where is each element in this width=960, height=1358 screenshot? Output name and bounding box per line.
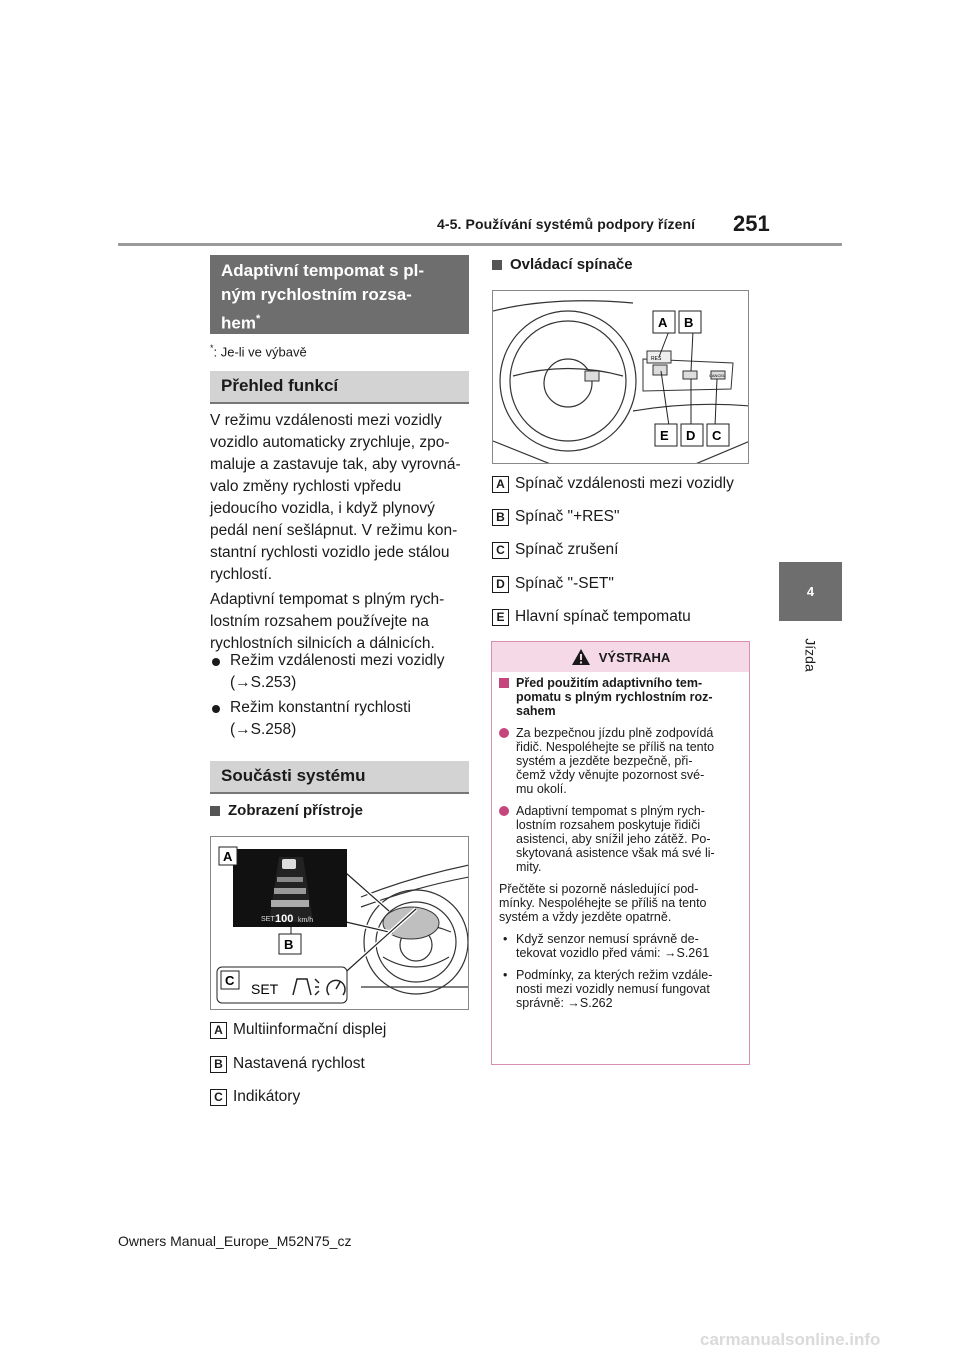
warning-heading: Před použitím adaptivního tem- pomatu s plným rychlostním roz- sahem [499, 676, 742, 718]
switches-illustration [493, 291, 749, 464]
warning-item-2: Adaptivní tempomat s plným rych- lostním rozsahem poskytuje řidiči asistenci, aby snížil jeho zátěž. Po- skytovaná asistence však má své li- mity. [499, 804, 742, 874]
res-button-label: RES [651, 356, 662, 362]
bullet-dot [212, 705, 220, 713]
display-unit: km/h [298, 917, 314, 924]
cancel-button-label: CANCEL [709, 373, 726, 378]
switch-legend-a: A Spínač vzdálenosti mezi vozidly [492, 475, 734, 493]
figure-instrument-display [210, 836, 469, 1010]
warning-title: VÝSTRAHA [598, 649, 671, 665]
bullet-dot [212, 658, 220, 666]
display-speed: 100 [275, 913, 294, 925]
main-heading: Adaptivní tempomat s pl- ným rychlostním rozsa- hem* [210, 255, 469, 334]
indicator-set: SET [251, 981, 279, 997]
page-number: 251 [733, 211, 770, 236]
switch-label-b: B [684, 315, 694, 330]
switch-legend-c: C Spínač zrušení [492, 541, 618, 559]
warning-triangle-icon [571, 648, 591, 666]
square-icon [492, 260, 502, 270]
legend-item-a: A Multiinformační displej [210, 1021, 386, 1039]
dot-icon [499, 806, 509, 816]
switch-label-e: E [660, 428, 669, 443]
square-icon [499, 678, 509, 688]
switches-heading: Ovládací spínače [492, 256, 633, 273]
figure-control-switches [492, 290, 749, 464]
section-title: 4-5. Používání systémů podpory řízení [437, 216, 696, 232]
display-heading: Zobrazení přístroje [210, 802, 363, 819]
usage-paragraph: Adaptivní tempomat s plným rych- lostním rozsahem používejte na rychlostních silnicích a dálnicích. [210, 591, 445, 652]
display-set-text: SET [261, 916, 275, 923]
header-rule [118, 243, 842, 246]
components-heading: Součásti systému [210, 761, 469, 794]
overview-heading: Přehled funkcí [210, 371, 469, 404]
warning-box [491, 641, 750, 1065]
warning-bullet-1[interactable]: • Když senzor nemusí správně de- tekovat vozidlo před vámi: →S.261 [503, 932, 710, 960]
chapter-tab[interactable] [779, 562, 842, 621]
watermark: carmanualsonline.info [700, 1330, 881, 1349]
switch-label-a: A [658, 315, 668, 330]
switch-legend-d: D Spínač "-SET" [492, 575, 614, 593]
legend-item-b: B Nastavená rychlost [210, 1055, 365, 1073]
square-icon [210, 806, 220, 816]
instrument-illustration [211, 837, 469, 1010]
warning-paragraph: Přečtěte si pozorně následující pod- mínky. Nespoléhejte se příliš na tento systém a vždy jezděte opatrně. [499, 882, 707, 924]
switch-label-d: D [686, 428, 696, 443]
footnote: *: Je-li ve výbavě [210, 343, 307, 360]
legend-item-c: C Indikátory [210, 1088, 300, 1106]
switch-legend-e: E Hlavní spínač tempomatu [492, 608, 691, 626]
mode-bullet-constant[interactable]: Režim konstantní rychlosti (→S.258) [212, 697, 472, 741]
warning-item-1: Za bezpečnou jízdu plně zodpovídá řidič. Nespoléhejte se příliš na tento systém a jezděte bezpečně, při- čemž vždy věnujte pozornost své- mu okolí. [499, 726, 742, 796]
switch-legend-b: B Spínač "+RES" [492, 508, 620, 526]
label-a: A [223, 849, 233, 864]
label-b: B [284, 937, 294, 952]
switch-label-c: C [712, 428, 722, 443]
warning-header [492, 642, 749, 672]
mode-bullet-distance[interactable]: Režim vzdálenosti mezi vozidly (→S.253) [212, 650, 472, 694]
dot-icon [499, 728, 509, 738]
label-c: C [225, 973, 235, 988]
overview-paragraph: V režimu vzdálenosti mezi vozidly vozidlo automaticky zrychluje, zpo- maluje a zastavuje tak, aby vyrovná- valo změny rychlosti vpředu jedoucího vozidla, i když plynový pedál není sešlápnut. V režimu kon- stantní rychlosti vozidlo jede stálou rychlostí. [210, 412, 461, 583]
page-link: (→S.253) [230, 674, 297, 691]
warning-bullet-2[interactable]: • Podmínky, za kterých režim vzdále- nosti mezi vozidly nemusí fungovat správně: →S.262 [503, 968, 713, 1010]
footer-text: Owners Manual_Europe_M52N75_cz [118, 1233, 352, 1249]
chapter-label: Jízda [803, 638, 819, 672]
page-link: (→S.258) [230, 721, 297, 738]
chapter-number: 4 [806, 584, 815, 599]
footnote-mark: * [255, 313, 261, 325]
